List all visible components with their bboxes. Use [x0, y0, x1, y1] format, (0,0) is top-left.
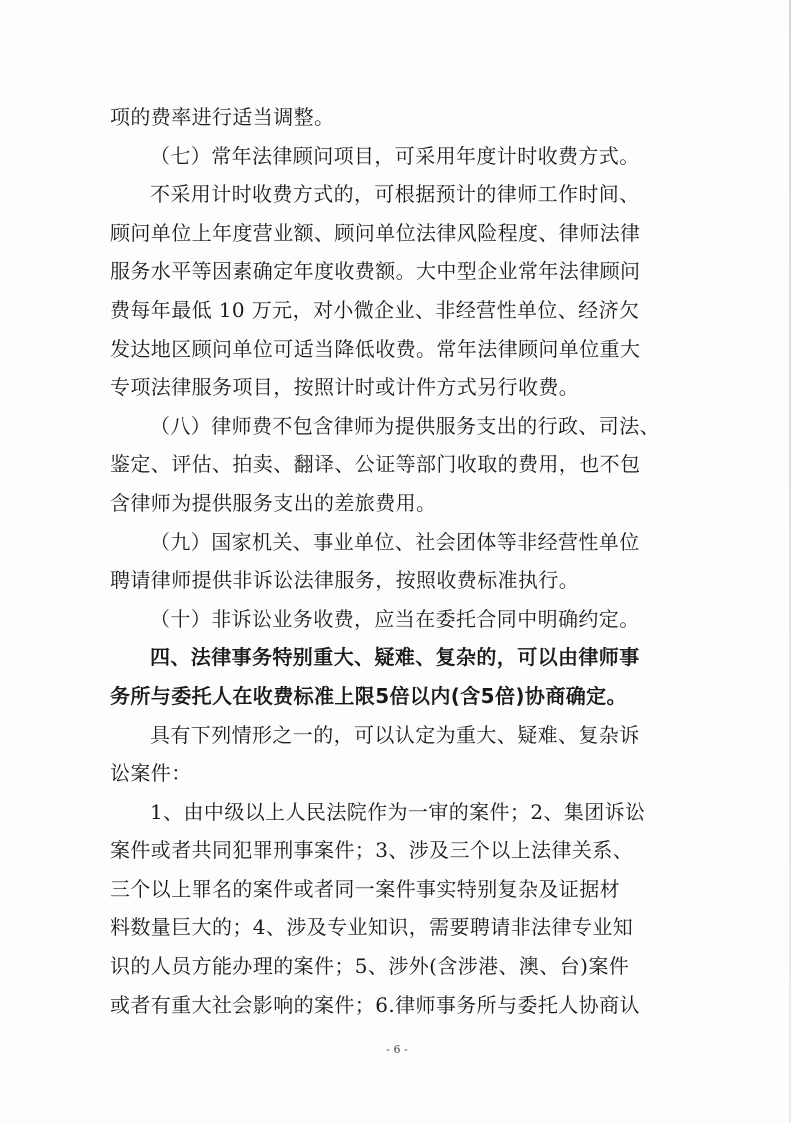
text-line: （十）非诉讼业务收费，应当在委托合同中明确约定。 — [150, 606, 640, 631]
text-line: 鉴定、评估、拍卖、翻译、公证等部门收取的费用，也不包 — [110, 452, 641, 477]
text-line: 或者有重大社会影响的案件；6.律师事务所与委托人协商认 — [110, 992, 640, 1017]
text-line: 专项法律服务项目，按照计时或计件方式另行收费。 — [110, 375, 580, 400]
text-line: 讼案件： — [110, 761, 192, 786]
scan-edge-shadow — [789, 0, 791, 1123]
text-line: （八）律师费不包含律师为提供服务支出的行政、司法、 — [150, 413, 660, 438]
text-line: 聘请律师提供非诉讼法律服务，按照收费标准执行。 — [110, 568, 580, 593]
text-line: 识的人员方能办理的案件；5、涉外(含涉港、澳、台)案件 — [110, 954, 630, 979]
text-line: 顾问单位上年度营业额、顾问单位法律风险程度、律师法律 — [110, 220, 641, 245]
text-line: 三个以上罪名的案件或者同一案件事实特别复杂及证据材 — [110, 876, 620, 901]
section-heading-line: 四、法律事务特别重大、疑难、复杂的，可以由律师事 — [150, 645, 640, 670]
text-line: 1、由中级以上人民法院作为一审的案件；2、集团诉讼 — [150, 799, 646, 824]
body-text — [110, 98, 670, 1024]
text-line: （七）常年法律顾问项目，可采用年度计时收费方式。 — [150, 143, 640, 168]
text-line: 服务水平等因素确定年度收费额。大中型企业常年法律顾问 — [110, 259, 641, 284]
section-heading-line: 务所与委托人在收费标准上限5倍以内(含5倍)协商确定。 — [110, 683, 627, 708]
text-line: 发达地区顾问单位可适当降低收费。常年法律顾问单位重大 — [110, 336, 641, 361]
page-number: - 6 - — [386, 1043, 408, 1056]
text-line: 料数量巨大的；4、涉及专业知识，需要聘请非法律专业知 — [110, 915, 634, 940]
text-line: 案件或者共同犯罪刑事案件；3、涉及三个以上法律关系、 — [110, 838, 634, 863]
text-line: 费每年最低 10 万元，对小微企业、非经营性单位、经济欠 — [110, 297, 640, 322]
text-line: 不采用计时收费方式的，可根据预计的律师工作时间、 — [150, 182, 640, 207]
text-line: （九）国家机关、事业单位、社会团体等非经营性单位 — [150, 529, 640, 554]
text-line: 含律师为提供服务支出的差旅费用。 — [110, 490, 437, 515]
text-line: 具有下列情形之一的，可以认定为重大、疑难、复杂诉 — [150, 722, 640, 747]
text-line: 项的费率进行适当调整。 — [110, 105, 335, 129]
